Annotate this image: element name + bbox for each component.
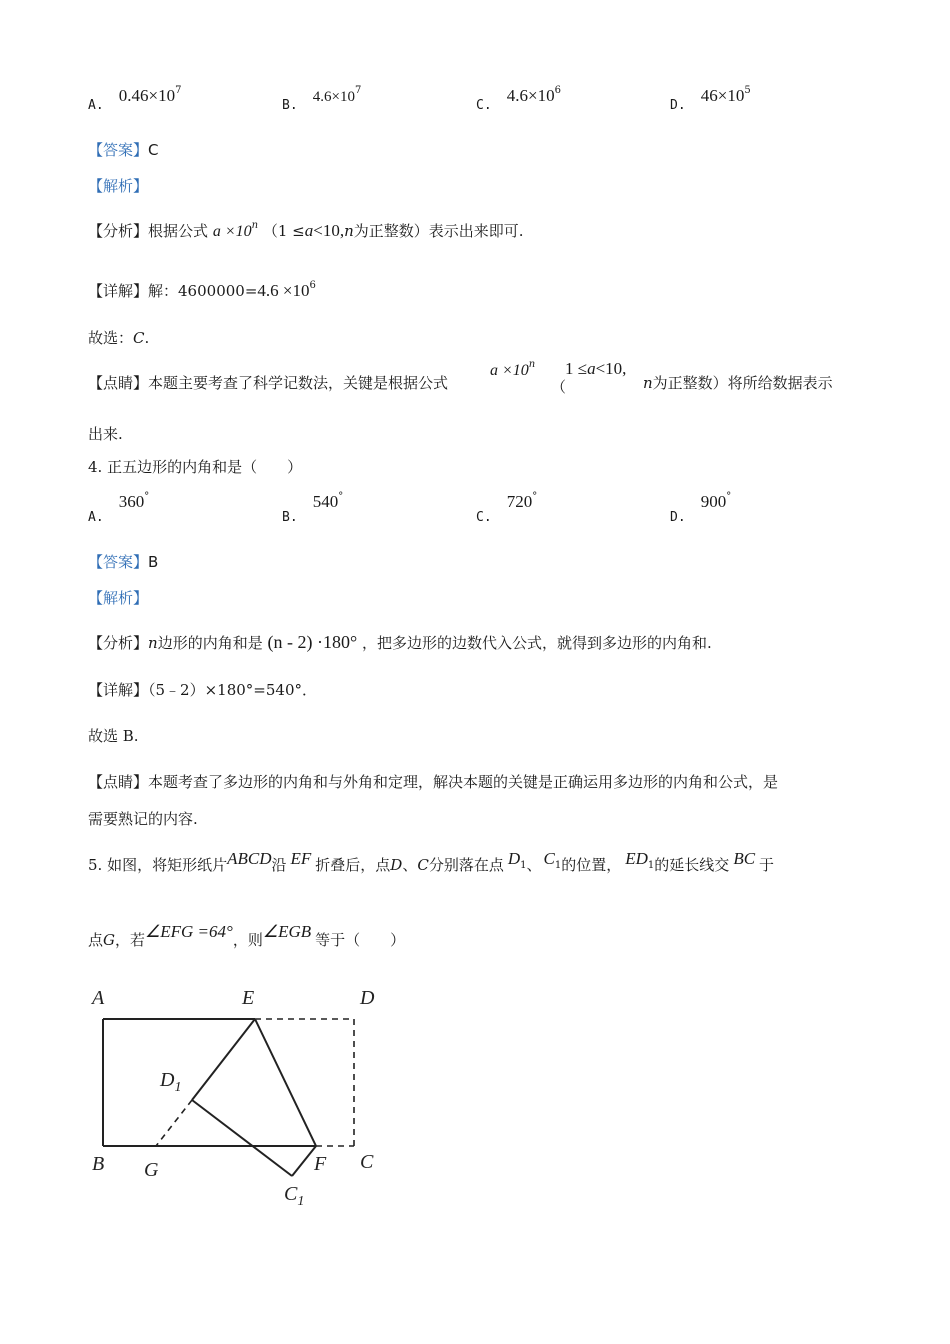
q3-answer-line (88, 139, 159, 160)
fenxi-math: (n - 2) ·180° (267, 632, 358, 652)
label-f: F (314, 1153, 327, 1175)
option-letter: C. (476, 98, 492, 113)
option-letter: D. (670, 98, 686, 113)
option-times: ×10 (148, 86, 176, 105)
ed1-sub: 1 (647, 860, 655, 871)
xiangjie-text: 解：4600000= (148, 282, 258, 300)
q3-guxuan-line (88, 327, 149, 348)
dianjing-cond-a: a (587, 359, 596, 378)
q3-option-b (282, 85, 362, 113)
point-d: D (390, 856, 403, 874)
q4-xiangjie-line (88, 679, 317, 700)
option-letter: A. (88, 510, 104, 525)
option-letter: D. (670, 510, 686, 525)
label-e: E (242, 987, 255, 1009)
label-c: C (360, 1151, 374, 1173)
label-c1: $C_1$ (284, 1183, 305, 1209)
fenxi-exp: n (251, 220, 259, 231)
option-value: 540 (312, 492, 339, 511)
stem-pre: 5. 如图，将矩形纸片 (88, 856, 228, 874)
fenxi-post: ，把多边形的边数代入公式，就得到多边形的内角和. (361, 634, 712, 652)
guxuan-letter: C (133, 329, 145, 347)
answer-value: B (148, 553, 159, 571)
dianjing-tag: 【点睛】 (88, 773, 149, 791)
q3-option-d (670, 85, 751, 113)
q4-option-c (476, 491, 538, 525)
option-mantissa: 0.46 (118, 86, 149, 105)
dianjing-cond-end: <10, (595, 359, 627, 378)
fenxi-tag: 【分析】 (88, 222, 149, 240)
fenxi-tag: 【分析】 (88, 634, 149, 652)
guxuan-end: . (144, 329, 150, 347)
line2-pre: 点 (88, 931, 104, 949)
answer-tag: 【答案】 (88, 141, 149, 159)
point-g: G (103, 931, 115, 949)
q4-option-b (282, 491, 344, 525)
label-d: D (360, 987, 375, 1009)
fenxi-post: 为正整数）表示出来即可. (353, 222, 524, 240)
fenxi-pre: 根据公式 (148, 222, 209, 240)
xiangjie-math: 4.6 ×10 (257, 281, 310, 300)
option-deg: ° (726, 491, 732, 502)
along: 沿 (271, 856, 287, 874)
option-value: 360 (118, 492, 145, 511)
after: 折叠后，点 (315, 856, 391, 874)
xiangjie-exp: 6 (309, 280, 316, 291)
q3-dianjing-post-line (643, 372, 833, 393)
q4-fenxi-line (88, 632, 712, 653)
option-times: ×10 (528, 86, 555, 105)
ze: ，则 (232, 931, 263, 949)
q3-option-a (88, 85, 182, 113)
xiangjie-tag: 【详解】 (88, 681, 149, 699)
option-letter: A. (88, 98, 104, 113)
option-exp: 7 (354, 85, 362, 96)
option-letter: B. (282, 98, 298, 113)
c1: C (543, 849, 555, 868)
fenxi-cond-open: （1 ≤ (262, 222, 305, 240)
option-value: 720 (506, 492, 533, 511)
option-exp: 5 (744, 85, 751, 96)
q4-option-d (670, 491, 732, 525)
q5-stem-line1 (88, 849, 775, 875)
option-deg: ° (532, 491, 538, 502)
option-mantissa: 46 (700, 86, 718, 105)
label-g: G (144, 1159, 159, 1181)
q3-dianjing-line (88, 372, 448, 393)
dianjing-formula: a ×10 (490, 362, 529, 379)
label-d1: $D_1$ (160, 1069, 182, 1095)
q3-dianjing-line2: 出来. (88, 425, 123, 443)
fenxi-formula: a ×10 (212, 223, 252, 240)
edge-ed1 (192, 1019, 255, 1100)
option-deg: ° (144, 491, 150, 502)
q3-dianjing-paren: （ (551, 378, 567, 396)
ed1: ED (625, 849, 648, 868)
q3-fenxi-line (88, 220, 524, 241)
option-exp: 7 (175, 85, 182, 96)
fenxi-cond-a: a (304, 221, 314, 240)
option-letter: B. (282, 510, 298, 525)
option-deg: ° (338, 491, 344, 502)
q4-answer-line (88, 551, 158, 572)
xiangjie-text: （5﹣2）×180°=540°． (148, 681, 318, 699)
label-a: A (92, 987, 105, 1009)
q3-xiangjie-line (88, 280, 316, 301)
q4-dianjing-line2: 需要熟记的内容. (88, 810, 198, 828)
position: 的位置， (561, 856, 622, 874)
q4-stem: 4. 正五边形的内角和是（ ） (88, 458, 303, 476)
edge-d1c1 (192, 1100, 292, 1176)
dianjing-cond: 1 ≤ (565, 359, 588, 378)
angle-egb: ∠EGB (262, 922, 312, 941)
q4-jiexi-tag: 【解析】 (88, 589, 149, 607)
fold-line: EF (290, 849, 312, 868)
dianjing-text: 本题考查了多边形的内角和与外角和定理，解决本题的关键是正确运用多边形的内角和公式，是 (148, 773, 779, 791)
option-times: ×10 (717, 86, 745, 105)
edge-c1f (292, 1146, 316, 1176)
xiangjie-tag: 【详解】 (88, 282, 149, 300)
d1-sub: 1 (520, 860, 527, 871)
q4-option-a (88, 491, 150, 525)
ruo: ，若 (115, 931, 146, 949)
dianjing-tag: 【点睛】 (88, 374, 149, 392)
answer-value: C (148, 141, 159, 159)
fenxi-cond-mid: <10, (313, 221, 345, 240)
sep: 、 (402, 856, 418, 874)
bc: BC (733, 849, 756, 868)
edge-d1g-dashed (156, 1100, 192, 1146)
q3-dianjing-cond (565, 359, 626, 379)
dianjing-n: n (643, 374, 653, 392)
ext: 的延长线交 (654, 856, 730, 874)
q5-figure (80, 980, 400, 1220)
angle-efg: ∠EFG =64° (145, 922, 233, 941)
option-exp: 6 (554, 85, 561, 96)
q3-jiexi-tag: 【解析】 (88, 177, 149, 195)
yu: 于 (759, 856, 775, 874)
d1: D (507, 849, 521, 868)
q5-stem-line2 (88, 922, 406, 950)
fenxi-n: n (344, 222, 354, 240)
q3-dianjing-formula (490, 360, 535, 380)
option-letter: C. (476, 510, 492, 525)
guxuan-text: 故选： (88, 329, 134, 347)
option-value: 900 (700, 492, 727, 511)
label-b: B (92, 1153, 105, 1175)
dengyu: 等于（ ） (315, 931, 406, 949)
rect-name: ABCD (227, 849, 272, 868)
answer-tag: 【答案】 (88, 553, 149, 571)
edge-ef (255, 1019, 316, 1146)
option-mantissa: 4.6 (312, 89, 332, 105)
dianjing-exp: n (528, 359, 536, 370)
dun: 、 (526, 856, 542, 874)
dianjing-post: 为正整数）将所给数据表示 (652, 374, 833, 392)
fenxi-pre: 边形的内角和是 (157, 634, 263, 652)
fall: 分别落在点 (428, 856, 504, 874)
point-c: C (417, 856, 429, 874)
fenxi-n: n (148, 634, 158, 652)
q3-option-c (476, 85, 561, 113)
q4-dianjing-line (88, 771, 778, 792)
option-mantissa: 4.6 (506, 86, 528, 105)
dianjing-text: 本题主要考查了科学记数法，关键是根据公式 (148, 374, 449, 392)
option-times: ×10 (331, 89, 355, 105)
c1-sub: 1 (554, 860, 562, 871)
q4-guxuan-line: 故选 B. (88, 727, 139, 745)
